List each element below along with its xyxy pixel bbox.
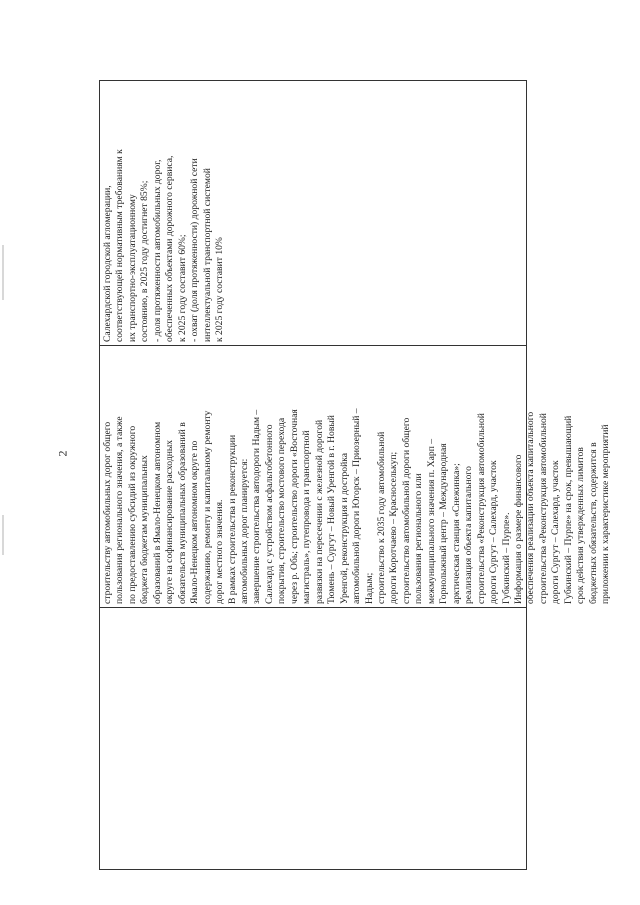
text-line: - охват (доля протяженности) дорожной сети [189,158,201,342]
text-line: обеспечения реализации объекта капитального [525,411,537,604]
text-line: соответствующей нормативным требованиям к [114,149,126,342]
text-line: строительство автомобильной дороги общего [400,417,412,604]
text-line: по предоставлению субсидий из окружного [126,425,138,604]
text-line: пользования регионального значения, а также [114,416,126,604]
text-line: срок действия утвержденных лимитов [575,447,587,604]
text-line: Информация о размере финансового [512,454,524,604]
text-line: магистраль», путепровода и транспортной [301,430,313,604]
measures-table [99,80,612,870]
text-line: Тюмень – Сургут – Новый Уренгой в г. Новый [326,415,338,604]
text-line: образований в Ямало-Ненецком автономном [151,421,163,604]
text-line: бюджета бюджетам муниципальных [139,455,151,604]
text-line: к 2025 году составит 60%; [176,234,188,342]
table-column-indicators [100,81,526,345]
text-line: Надым; [363,572,375,604]
text-line: к 2025 году составит 10% [214,237,226,342]
page-number: 2 [55,450,70,457]
text-line: покрытия, строительство мостового перехода [276,417,288,604]
text-line: Горнолыжный центр – Международная [438,443,450,604]
text-line: обеспеченных объектами дорожного сервиса, [164,155,176,342]
text-line: строительства «Реконструкция автомобильной [475,413,487,604]
table-column-measures [100,345,612,607]
measures-text [102,349,613,604]
text-line: Губкинский – Пурпе». [500,512,512,604]
text-line: дороги Сургут – Салехард, участок [488,460,500,604]
text-line: через р. Обь; строительство дороги «Восточная [288,409,300,604]
text-line: дороги Сургут – Салехард, участок [550,460,562,604]
text-line: состоянию, в 2025 году достигнет 85%; [139,180,151,342]
text-line: Салехардской городской агломерации, [102,185,113,342]
text-line: Уренгой, реконструкция и достройка [338,452,350,604]
text-line: округе на софинансирование расходных [164,439,176,604]
text-line: обязательств муниципальных образований в [176,422,188,604]
text-line: арктическая станция «Снежинка»; [450,463,462,604]
text-line: межмуниципального значения п. Харп – [425,438,437,604]
text-line: развязки на пересечении с железной дорогой [313,419,325,604]
scan-edge-mark [2,515,4,555]
text-line: Салехард с устройством асфальтобетонного [263,424,275,604]
text-line: автомобильных дорог планируется: [238,458,250,604]
text-line: реализация объекта капитального [463,466,475,604]
text-line: строительству автомобильных дорог общего [102,421,113,604]
text-line: дорог местного значения. [214,499,226,604]
text-line: Губкинский – Пурпе» на срок, превышающий [562,415,574,604]
text-line: Ямало-Ненецком автономном округе по [189,440,201,604]
text-line: завершение строительства автодороги Надым – [251,409,263,604]
text-line: бюджетных обязательств, содержится в [587,442,599,604]
text-line: дороги Коротчаево – Красноселькуп; [388,451,400,604]
text-line: пользования регионального или [413,473,425,604]
text-line: - доля протяженности автомобильных дорог, [151,159,163,342]
rotated-table-wrapper [99,80,612,870]
table-column-empty [100,607,526,869]
text-line: содержанию, ремонту и капитальному ремонту [201,410,213,604]
text-line: В рамках строительства и реконструкции [226,434,238,604]
text-line: строительства «Реконструкция автомобильной [537,413,549,604]
text-line: их транспортно-эксплуатационному [126,194,138,342]
text-line: автомобильной дороги Югорск – Приозерный – [351,408,363,604]
text-line: приложении к характеристике мероприятий [600,424,612,604]
scan-edge-mark [2,245,4,300]
text-line: интеллектуальной транспортной системой [201,168,213,342]
text-line: строительство к 2035 году автомобильной [375,431,387,604]
indicators-text [102,84,227,342]
